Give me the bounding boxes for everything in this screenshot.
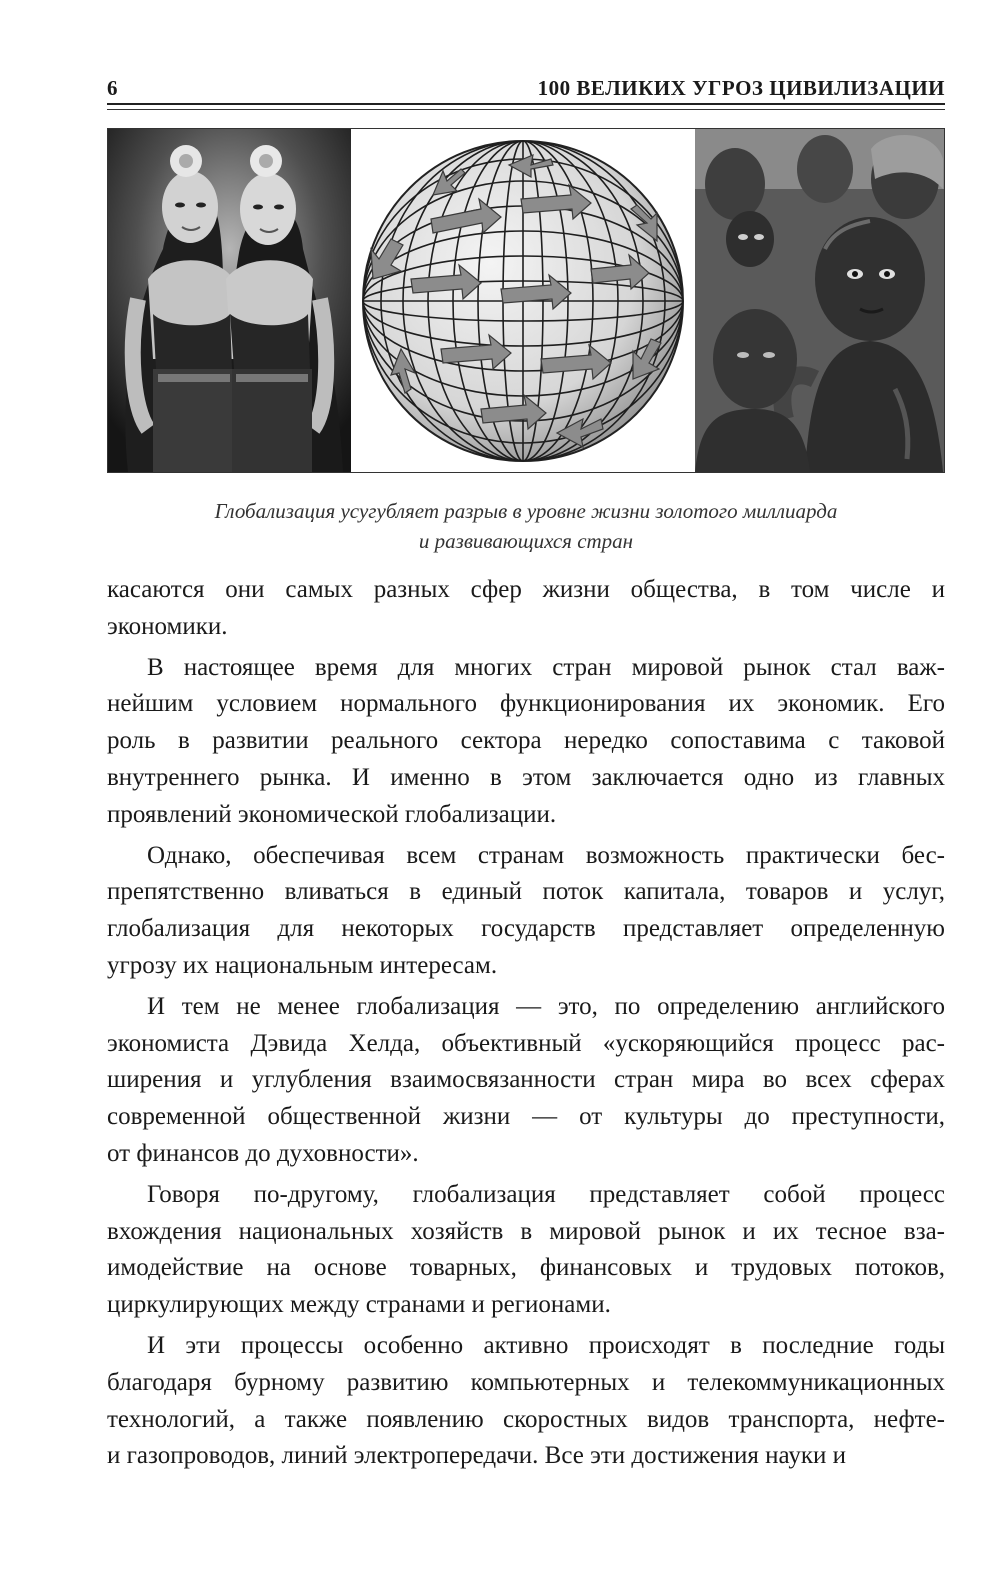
body-text [107, 572, 945, 1475]
page-number: 6 [107, 76, 118, 100]
paragraph [107, 572, 945, 646]
text-line: роль в развитии реального сектора нередко сопоставима с таковой [107, 727, 945, 755]
caption-line: Глобализация усугубляет разрыв в уровне жизни золотого миллиарда [214, 499, 838, 523]
photo-children-drawing [695, 129, 945, 472]
figure-caption [107, 496, 945, 556]
text-line: от финансов до духовности». [107, 1139, 419, 1167]
text-line: И эти процессы особенно активно происходят в последние годы [147, 1331, 945, 1359]
text-line: циркулирующих между странами и регионами. [107, 1291, 611, 1319]
text-line: благодаря бурному развитию компьютерных и телекоммуникационных [107, 1368, 945, 1396]
text-line: ширения и углубления взаимосвязанности стран мира во всех сферах [107, 1066, 945, 1094]
text-line: Говоря по-другому, глобализация представляет собой процесс [147, 1180, 945, 1208]
paragraph [107, 1177, 945, 1324]
paragraph [107, 650, 945, 834]
text-line: проявлений экономической глобализации. [107, 800, 557, 828]
header-rule-thick [107, 103, 945, 105]
text-line: экономики. [107, 612, 228, 640]
text-line: И тем не менее глобализация — это, по определению английского [147, 992, 945, 1020]
text-line: препятственно вливаться в единый поток капитала, товаров и услуг, [107, 878, 945, 906]
globe-with-arrows-image [351, 129, 695, 472]
paragraph [107, 838, 945, 985]
text-line: современной общественной жизни — от культуры до преступности, [107, 1103, 945, 1131]
text-line: вхождения национальных хозяйств в мировой рынок и их тесное вза- [107, 1217, 945, 1245]
paragraph [107, 989, 945, 1173]
text-line: внутреннего рынка. И именно в этом заключается одно из главных [107, 763, 945, 791]
caption-line: и развивающихся стран [418, 529, 634, 553]
header-rule-thin [107, 109, 945, 110]
text-line: технологий, а также появлению скоростных видов транспорта, нефте- [107, 1405, 945, 1433]
photo-children [695, 129, 945, 472]
text-line: угрозу их национальным интересам. [107, 951, 498, 979]
text-line: имодействие на основе товарных, финансовых и трудовых потоков, [107, 1254, 945, 1282]
illustration-figure [107, 128, 945, 473]
photo-women [108, 129, 351, 472]
book-title: 100 ВЕЛИКИХ УГРОЗ ЦИВИЛИЗАЦИИ [537, 76, 945, 100]
text-line: экономиста Дэвида Хелда, объективный «ускоряющийся процесс рас- [107, 1029, 945, 1057]
text-line: В настоящее время для многих стран мировой рынок стал важ- [147, 653, 945, 681]
globe-drawing [351, 129, 695, 472]
text-line: и газопроводов, линий электропередачи. Все эти достижения науки и [107, 1442, 847, 1470]
running-head [107, 72, 945, 102]
text-line: Однако, обеспечивая всем странам возможность практически бес- [147, 841, 945, 869]
paragraph [107, 1328, 945, 1475]
text-line: глобализация для некоторых государств представляет определенную [107, 915, 945, 943]
text-line: касаются они самых разных сфер жизни общества, в том числе и [107, 576, 945, 603]
photo-women-drawing [108, 129, 351, 472]
text-line: нейшим условием нормального функционирования их экономик. Его [107, 690, 945, 718]
